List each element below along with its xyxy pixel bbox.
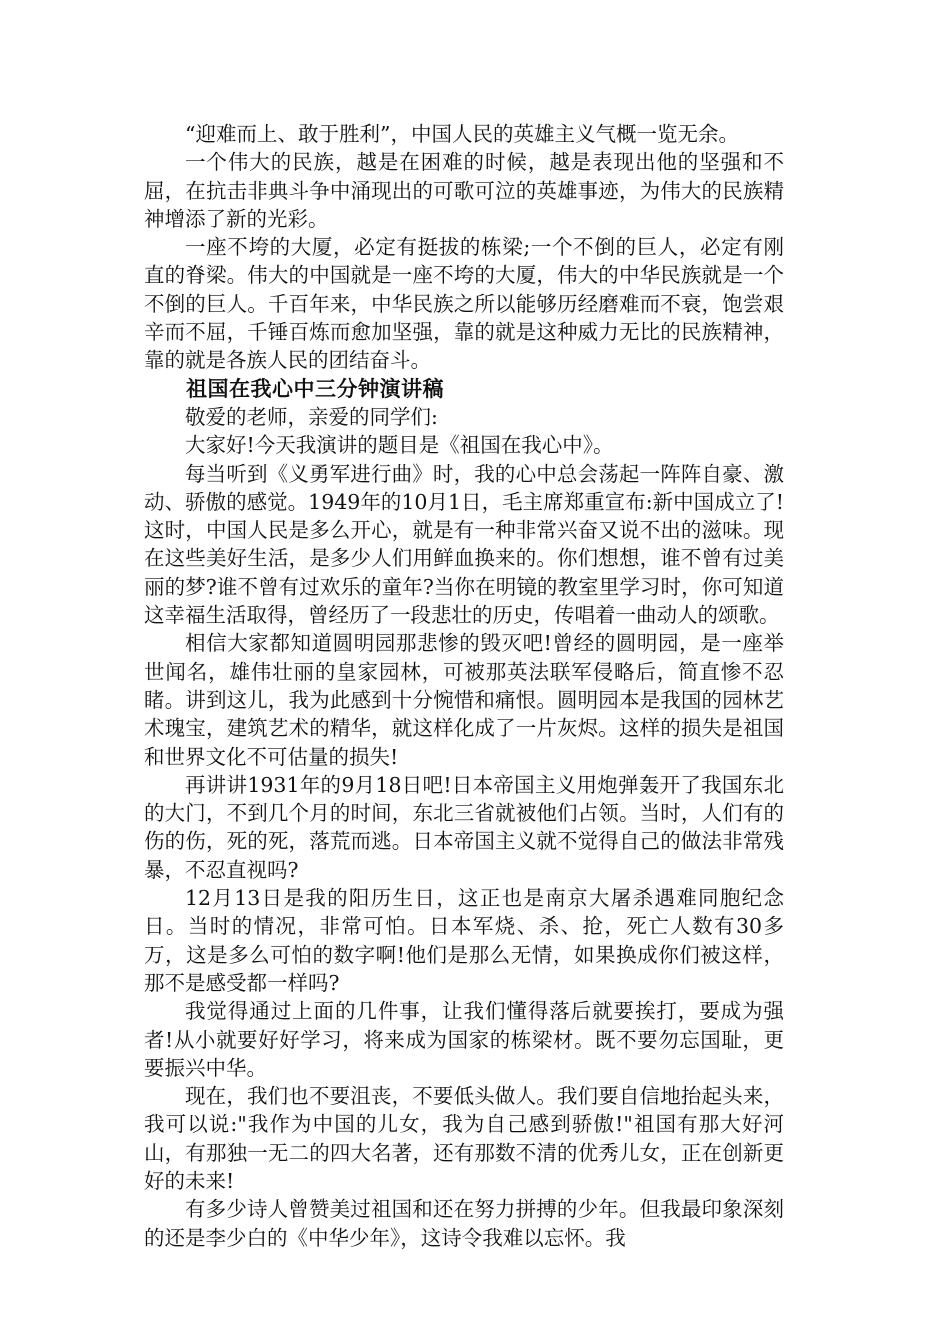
paragraph: 我觉得通过上面的几件事，让我们懂得落后就要挨打，要成为强者!从小就要好好学习，将来成为国家的栋梁材。既不要勿忘国耻，更要振兴中华。 <box>144 999 784 1080</box>
paragraph: “迎难而上、敢于胜利”，中国人民的英雄主义气概一览无余。 <box>185 122 739 146</box>
paragraph: 12月13日是我的阳历生日，这正也是南京大屠杀遇难同胞纪念日。当时的情况，非常可怕。日本军烧、杀、抢，死亡人数有30多万，这是多么可怕的数字啊!他们是那么无情，如果换成你们被这样，那不是感受都一样吗? <box>144 886 784 995</box>
document-page <box>144 120 784 1252</box>
paragraph: 大家好!今天我演讲的题目是《祖国在我心中》。 <box>185 433 614 458</box>
paragraph: 每当听到《义勇军进行曲》时，我的心中总会荡起一阵阵自豪、激动、骄傲的感觉。1949年的10月1日，毛主席郑重宣布:新中国成立了!这时，中国人民是多么开心，就是有一种非常兴奋又说不出的滋味。现在这些美好生活，是多少人们用鲜血换来的。你们想想，谁不曾有过美丽的梦?谁不曾有过欢乐的童年?当你在明镜的教室里学习时，你可知道这幸福生活取得，曾经历了一段悲壮的历史，传唱着一曲动人的颂歌。 <box>144 461 784 628</box>
paragraph: 敬爱的老师，亲爱的同学们: <box>185 404 438 429</box>
paragraph: 一个伟大的民族，越是在困难的时候，越是表现出他的坚强和不屈，在抗击非典斗争中涌现出的可歌可泣的英雄事迹，为伟大的民族精神增添了新的光彩。 <box>144 150 784 231</box>
paragraph: 再讲讲1931年的9月18日吧!日本帝国主义用炮弹轰开了我国东北的大门，不到几个月的时间，东北三省就被他们占领。当时，人们有的伤的伤，死的死，落荒而逃。日本帝国主义就不觉得自己的做法非常残暴，不忍直视吗? <box>144 772 784 882</box>
paragraph: 一座不垮的大厦，必定有挺拔的栋梁;一个不倒的巨人，必定有刚直的脊梁。伟大的中国就是一座不垮的大厦，伟大的中华民族就是一个不倒的巨人。千百年来，中华民族之所以能够历经磨难而不衰，饱尝艰辛而不屈，千锤百炼而愈加坚强，靠的就是这种威力无比的民族精神，靠的就是各族人民的团结奋斗。 <box>144 235 784 373</box>
section-heading: 祖国在我心中三分钟演讲稿 <box>186 375 444 401</box>
paragraph: 相信大家都知道圆明园那悲惨的毁灭吧!曾经的圆明园，是一座举世闻名，雄伟壮丽的皇家园林，可被那英法联军侵略后，简直惨不忍睹。讲到这儿，我为此感到十分惋惜和痛恨。圆明园本是我国的园林艺术瑰宝，建筑艺术的精华，就这样化成了一片灰烬。这样的损失是祖国和世界文化不可估量的损失! <box>144 631 784 769</box>
paragraph: 有多少诗人曾赞美过祖国和还在努力拼搏的少年。但我最印象深刻的还是李少白的《中华少年》，这诗令我难以忘怀。我 <box>144 1197 784 1250</box>
paragraph: 现在，我们也不要沮丧，不要低头做人。我们要自信地抬起头来，我可以说:"我作为中国的儿女，我为自己感到骄傲!"祖国有那大好河山，有那独一无二的四大名著，还有那数不清的优秀儿女，正在创新更好的未来! <box>144 1084 784 1193</box>
